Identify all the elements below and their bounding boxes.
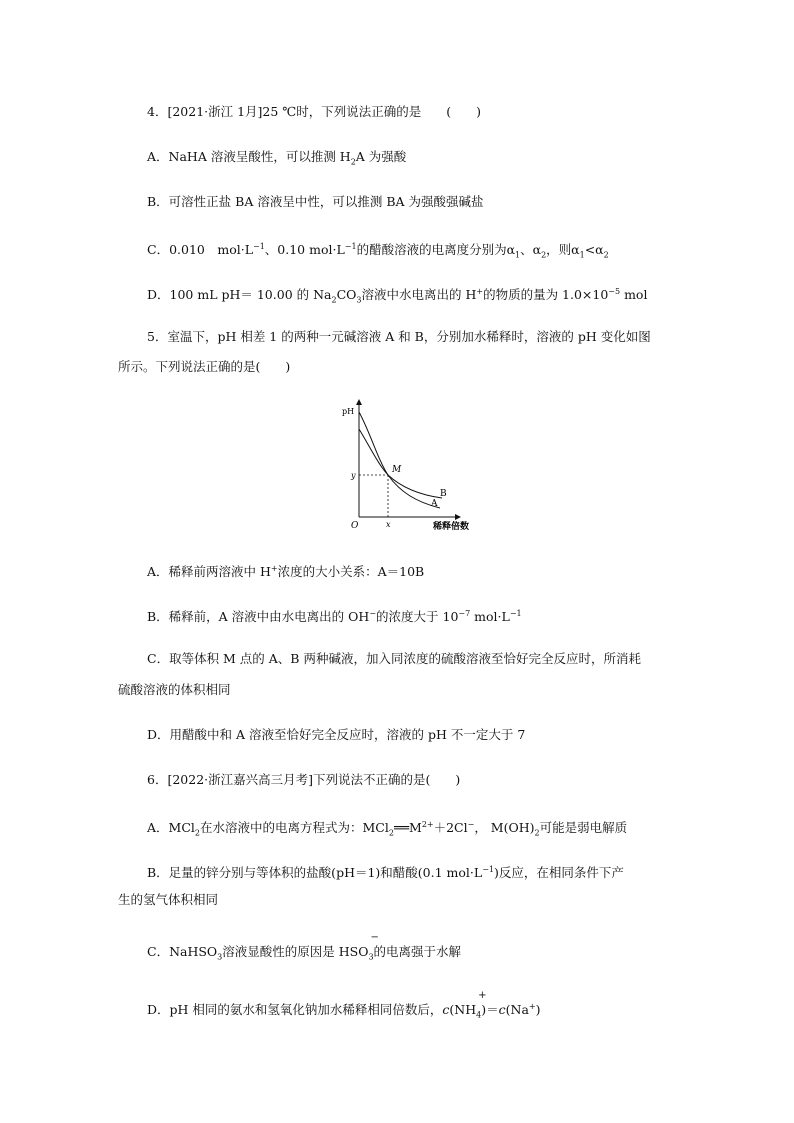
q4-option-d: D．100 mL pH＝ 10.00 的 $Na_2CO_3$溶液中水电离出的 H+的物质的量为 $1.0\times 10^{-5}$ mol — [147, 287, 648, 305]
y-mark-label: y — [351, 471, 356, 480]
curve-a-label: A — [431, 499, 438, 509]
ph-dilution-chart — [330, 392, 490, 532]
q5-option-d: D．用醋酸中和 A 溶液至恰好完全反应时，溶液的 pH 不一定大于 7 — [147, 727, 526, 742]
x-axis-label: 稀释倍数 — [433, 522, 470, 532]
origin-label: O — [351, 521, 359, 531]
curve-b-label: B — [440, 489, 447, 499]
q5-stem-line2: 所示。下列说法正确的是( ) — [118, 359, 291, 374]
q5-option-b: B．稀释前，A 溶液中由水电离出的 OH−的浓度大于 $10^{-7}$ $mol\cdot L^{-1}$ — [147, 609, 522, 625]
x-mark-label: x — [386, 520, 391, 529]
q6-option-b-line2: 生的氢气体积相同 — [118, 892, 219, 907]
q5-option-c-line2: 硫酸溶液的体积相同 — [118, 682, 231, 697]
q5-stem-line1: 5．室温下，pH 相差 1 的两种一元碱溶液 A 和 B，分别加水稀释时，溶液的 pH 变化如图 — [147, 329, 651, 344]
q4-option-a: A．NaHA 溶液呈酸性，可以推测 $H_2A$ 为强酸 — [147, 149, 407, 167]
y-axis-label: pH — [342, 407, 355, 416]
q5-option-c-line1: C．取等体积 M 点的 A、B 两种碱液，加入同浓度的硫酸溶液至恰好完全反应时，所消耗 — [147, 651, 641, 666]
q6-stem: 6．[2022·浙江嘉兴高三月考]下列说法不正确的是( ) — [147, 772, 461, 787]
q6-option-d: D．pH 相同的氨水和氢氧化钠加水稀释相同倍数后，c(NH + $_4$)＝c(Na+) — [147, 990, 541, 1020]
q4-stem: 4．[2021·浙江 1月]25 ℃时，下列说法正确的是 ( ) — [147, 104, 482, 119]
q6-option-c: C．NaHSO$_3$溶液显酸性的原因是 HSO − $_3$的电离强于水解 — [147, 932, 462, 962]
q6-option-b-line1: B．足量的锌分别与等体积的盐酸(pH＝1)和醋酸(0.1 $mol\cdot L^{-1}$)反应，在相同条件下产 — [147, 865, 624, 881]
curve-a — [359, 412, 440, 508]
q4-option-c: C．0.010 $mol\cdot L^{-1}$、0.10 $mol\cdot L^{-1}$的醋酸溶液的电离度分别为$\alpha_1$、$\alpha_2$，则$\alpha_1<\alpha_2$ — [147, 242, 609, 260]
q6-option-a: A．MCl$_2$在水溶液中的电离方程式为：$MCl_2══M^{2+}+2Cl^-$， $M(OH)_2$可能是弱电解质 — [147, 820, 628, 838]
point-m-label: M — [392, 465, 402, 475]
q5-option-a: A．稀释前两溶液中 H+浓度的大小关系：A＝10B — [147, 564, 425, 580]
q4-option-b: B．可溶性正盐 BA 溶液呈中性，可以推测 BA 为强酸强碱盐 — [147, 194, 484, 209]
